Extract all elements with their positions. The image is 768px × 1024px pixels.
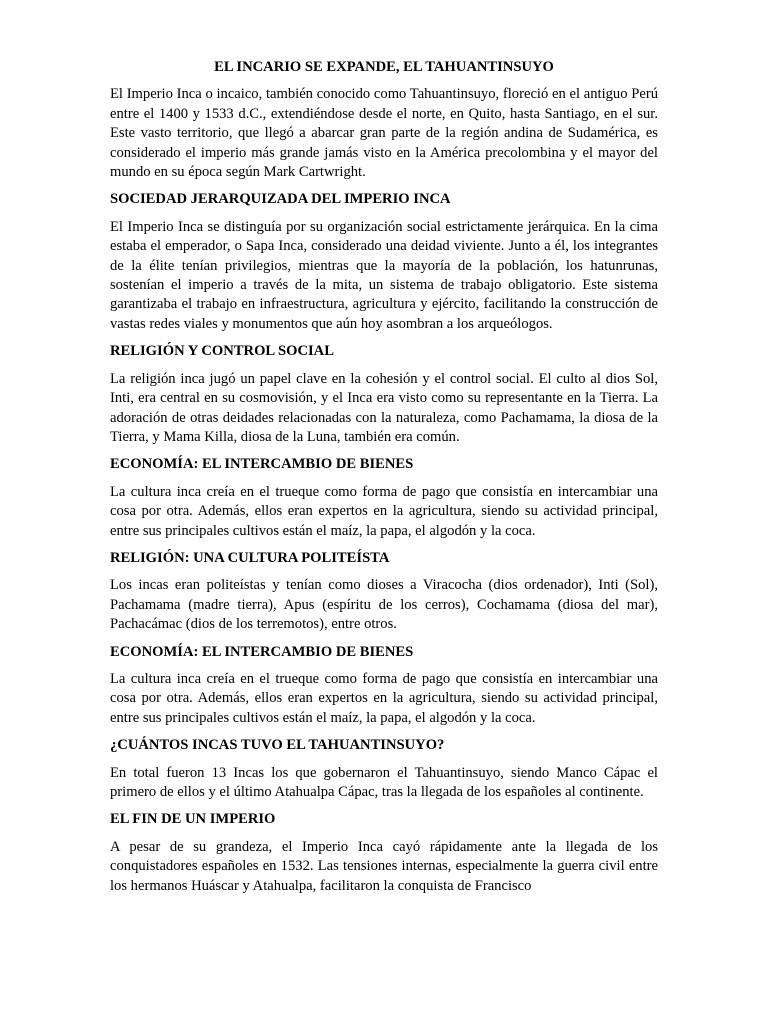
- section-paragraph: Los incas eran politeístas y tenían como dioses a Viracocha (dios ordenador), Inti (Sol), Pachamama (madre tierra), Apus (espíritu de los cerros), Cochamama (diosa del mar), Pachacámac (dios de los terremotos), entre otros.: [110, 577, 658, 633]
- section-politeismo: [110, 549, 658, 635]
- section-religion-control: [110, 342, 658, 447]
- section-paragraph: En total fueron 13 Incas los que gobernaron el Tahuantinsuyo, siendo Manco Cápac el primero de ellos y el último Atahualpa Cápac, tras la llegada de los españoles al continente.: [110, 764, 658, 800]
- section-heading: RELIGIÓN Y CONTROL SOCIAL: [110, 343, 334, 360]
- section-heading: EL FIN DE UN IMPERIO: [110, 811, 276, 828]
- section-paragraph: A pesar de su grandeza, el Imperio Inca cayó rápidamente ante la llegada de los conquistadores españoles en 1532. Las tensiones internas, especialmente la guerra civil entre los hermanos Huáscar y Atahualpa, facilitaron la conquista de Francisco: [110, 838, 658, 894]
- section-paragraph: La cultura inca creía en el trueque como forma de pago que consistía en intercambiar una cosa por otra. Además, ellos eran expertos en la agricultura, siendo su actividad principal, entre sus principales cultivos están el maíz, la papa, el algodón y la coca.: [110, 670, 658, 726]
- document-page: [110, 58, 658, 904]
- section-jerarquia: [110, 190, 658, 334]
- section-paragraph: La religión inca jugó un papel clave en la cohesión y el control social. El culto al dios Sol, Inti, era central en su cosmovisión, y el Inca era visto como su representante en la Tierra. La adoración de otras deidades relacionadas con la naturaleza, como Pachamama, la diosa de la Tierra, y Mama Killa, diosa de la Luna, también era común.: [110, 370, 658, 445]
- section-heading: ECONOMÍA: EL INTERCAMBIO DE BIENES: [110, 643, 414, 660]
- section-economia: [110, 455, 658, 541]
- section-fin-imperio: [110, 810, 658, 896]
- intro-paragraph: El Imperio Inca o incaico, también conocido como Tahuantinsuyo, floreció en el antiguo Perú entre el 1400 y 1533 d.C., extendiéndose desde el norte, en Quito, hasta Santiago, en el sur. Este vasto territorio, que llegó a abarcar gran parte de la región andina de Sudamérica, es considerado el imperio más grande jamás visto en la América precolombina y el mayor del mundo en su época según Mark Cartwright.: [110, 86, 658, 181]
- section-heading: ¿CUÁNTOS INCAS TUVO EL TAHUANTINSUYO?: [110, 737, 445, 754]
- section-economia-repeat: [110, 643, 658, 729]
- section-paragraph: La cultura inca creía en el trueque como forma de pago que consistía en intercambiar una cosa por otra. Además, ellos eran expertos en la agricultura, siendo su actividad principal, entre sus principales cultivos están el maíz, la papa, el algodón y la coca.: [110, 483, 658, 539]
- document-title: EL INCARIO SE EXPANDE, EL TAHUANTINSUYO: [214, 59, 554, 75]
- section-paragraph: El Imperio Inca se distinguía por su organización social estrictamente jerárquica. En la cima estaba el emperador, o Sapa Inca, considerado una deidad viviente. Junto a él, los integrantes de la élite tenían privilegios, mientras que la mayoría de la población, los hatunrunas, sostenían el imperio a través de la mita, un sistema de trabajo obligatorio. Este sistema garantizaba el trabajo en infraestructura, agricultura y ejército, facilitando la construcción de vastas redes viales y monumentos que aún hoy asombran a los arqueólogos.: [110, 218, 658, 332]
- section-heading: ECONOMÍA: EL INTERCAMBIO DE BIENES: [110, 456, 414, 473]
- section-cuantos-incas: [110, 736, 658, 802]
- section-heading: SOCIEDAD JERARQUIZADA DEL IMPERIO INCA: [110, 191, 451, 208]
- section-heading: RELIGIÓN: UNA CULTURA POLITEÍSTA: [110, 549, 390, 566]
